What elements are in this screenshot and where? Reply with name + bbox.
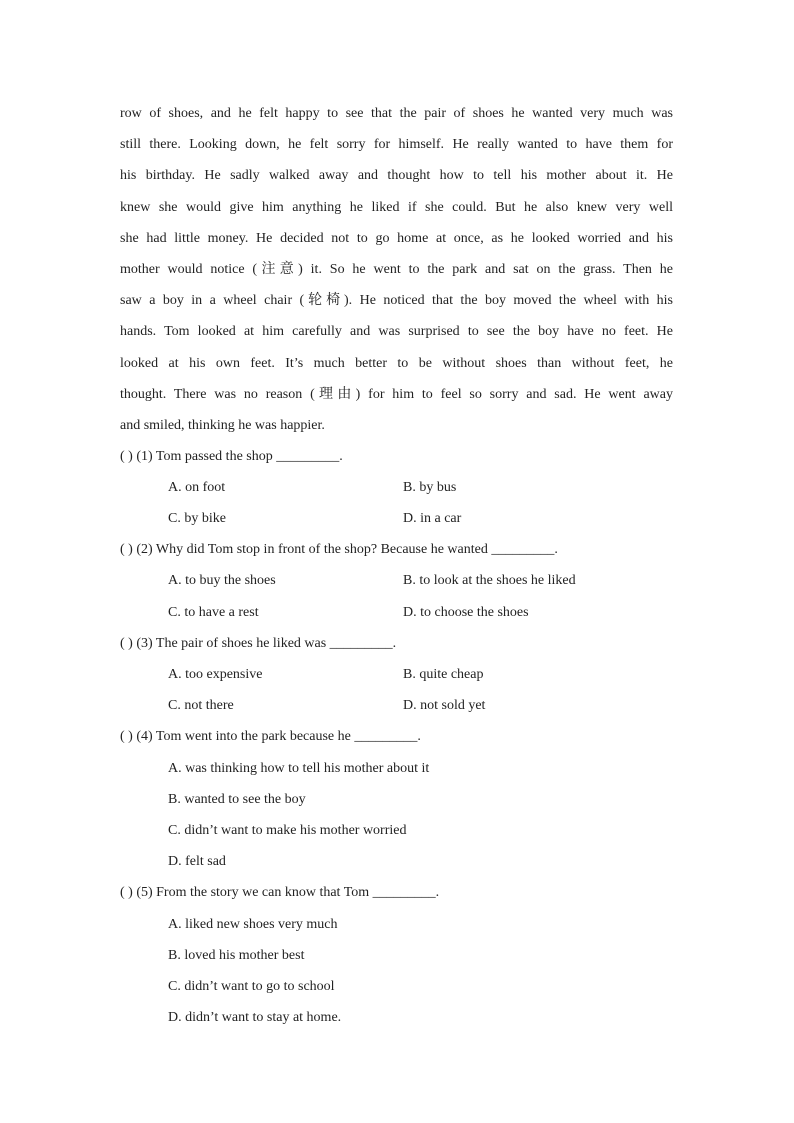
question-3-option-c: C. not there xyxy=(168,698,234,713)
reading-passage xyxy=(120,98,673,441)
passage-line: looked at his own feet. It’s much better to be without shoes than without feet, he xyxy=(120,355,673,371)
question-5-option-a: A. liked new shoes very much xyxy=(168,917,338,932)
passage-line: and smiled, thinking he was happier. xyxy=(120,417,325,433)
passage-line: his birthday. He sadly walked away and thought how to tell his mother about it. He xyxy=(120,168,673,184)
question-3-option-a: A. too expensive xyxy=(168,667,263,682)
question-3-stem: ( ) (3) The pair of shoes he liked was _________. xyxy=(120,636,397,651)
question-1-option-a: A. on foot xyxy=(168,480,226,495)
question-1-option-c: C. by bike xyxy=(168,511,226,526)
question-4-option-d: D. felt sad xyxy=(168,854,226,869)
question-5-option-d: D. didn’t want to stay at home. xyxy=(168,1010,342,1025)
passage-line: she had little money. He decided not to go home at once, as he looked worried and his xyxy=(120,230,673,246)
question-2-option-b: B. to look at the shoes he liked xyxy=(403,573,576,588)
question-4-option-c: C. didn’t want to make his mother worried xyxy=(168,823,407,838)
passage-line: thought. There was no reason (理由) for him to feel so sorry and sad. He went away xyxy=(120,386,673,402)
passage-line: hands. Tom looked at him carefully and was surprised to see the boy have no feet. He xyxy=(120,324,673,340)
passage-line: knew she would give him anything he liked if she could. But he also knew very well xyxy=(120,199,673,215)
question-2-stem: ( ) (2) Why did Tom stop in front of the shop? Because he wanted _________. xyxy=(120,542,558,557)
question-4-option-b: B. wanted to see the boy xyxy=(168,792,306,807)
question-5-stem: ( ) (5) From the story we can know that Tom _________. xyxy=(120,885,440,900)
question-1-option-b: B. by bus xyxy=(403,480,457,495)
question-5-option-b: B. loved his mother best xyxy=(168,948,305,963)
question-1-stem: ( ) (1) Tom passed the shop _________. xyxy=(120,449,343,464)
passage-line: mother would notice (注意) it. So he went to the park and sat on the grass. Then he xyxy=(120,261,673,277)
question-2-option-d: D. to choose the shoes xyxy=(403,605,529,620)
question-2-option-c: C. to have a rest xyxy=(168,605,259,620)
question-5-option-c: C. didn’t want to go to school xyxy=(168,979,335,994)
question-2-option-a: A. to buy the shoes xyxy=(168,573,276,588)
passage-line: saw a boy in a wheel chair (轮椅). He noticed that the boy moved the wheel with his xyxy=(120,293,673,309)
question-3-option-d: D. not sold yet xyxy=(403,698,486,713)
question-4-option-a: A. was thinking how to tell his mother about it xyxy=(168,761,430,776)
passage-line: still there. Looking down, he felt sorry for himself. He really wanted to have them for xyxy=(120,137,673,153)
question-3-option-b: B. quite cheap xyxy=(403,667,484,682)
question-1-option-d: D. in a car xyxy=(403,511,462,526)
passage-line: row of shoes, and he felt happy to see that the pair of shoes he wanted very much was xyxy=(120,106,673,121)
question-4-stem: ( ) (4) Tom went into the park because he _________. xyxy=(120,729,421,744)
